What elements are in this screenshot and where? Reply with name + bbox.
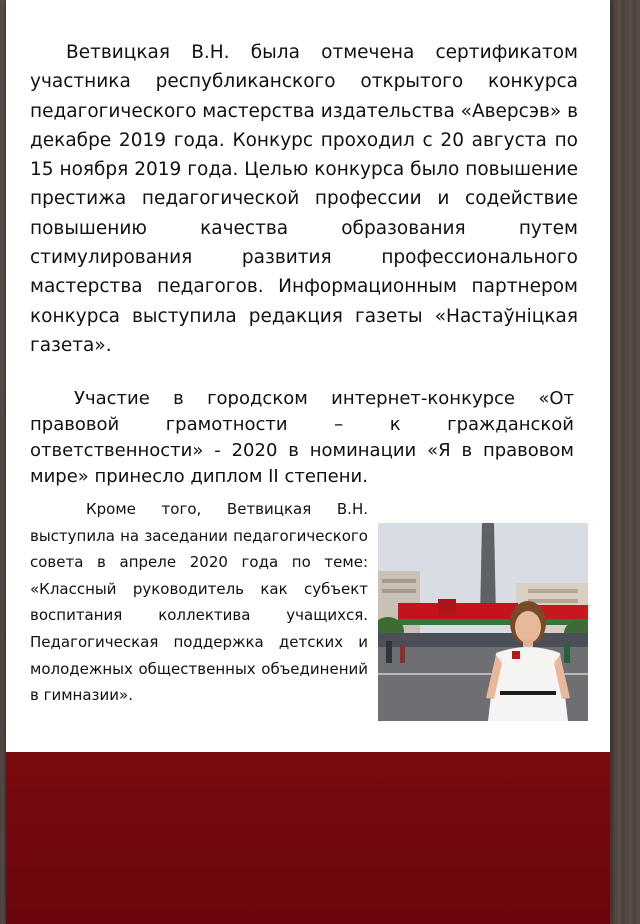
paragraph-certificate: Ветвицкая В.Н. была отмечена сертификатом участника республиканского открытого конкурса педагогического мастерства издательства «Аверсэв» в декабре 2019 года. Конкурс проходил с 20 августа по 15 ноября 2019 года. Целью конкурса было повышение престижа педагогической профессии и содействие повышению качества образования путем стимулирования развития профессионального мастерства педагогов. Информационным партнером конкурса выступила редакция газеты «Настаўніцкая газета».: [30, 42, 578, 356]
teacher-photo: [378, 523, 588, 721]
paragraph-internet-contest: Участие в городском интернет-конкурсе «От правовой грамотности – к гражданской ответственности» - 2020 в номинации «Я в правовом мире» принесло диплом II степени.: [30, 388, 574, 487]
paragraph-pedagogical-council: Кроме того, Ветвицкая В.Н. выступила на заседании педагогического совета в апреле 2020 года по теме: «Классный руководитель как субъект воспитания коллектива учащихся. Педагогическая поддержка детских и молодежных общественных объединений в гимназии».: [30, 500, 368, 705]
decorative-red-band: [6, 752, 610, 924]
